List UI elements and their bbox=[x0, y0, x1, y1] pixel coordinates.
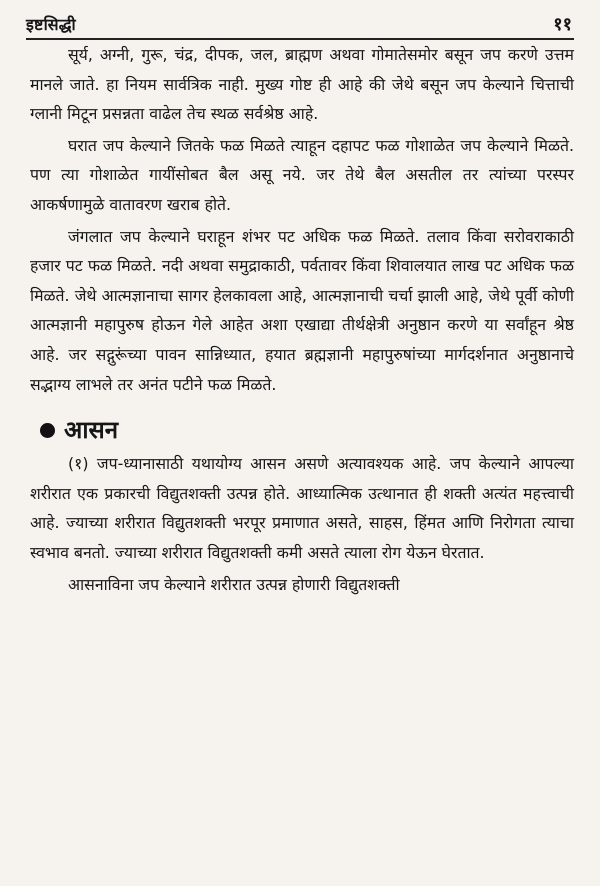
book-title: इष्टसिद्धी bbox=[26, 15, 76, 34]
section-heading bbox=[40, 413, 574, 447]
page-number: ११ bbox=[553, 14, 572, 35]
paragraph: सूर्य, अग्नी, गुरू, चंद्र, दीपक, जल, ब्राह्मण अथवा गोमातेसमोर बसून जप करणे उत्तम मानले जाते. हा नियम सार्वत्रिक नाही. मुख्य गोष्ट ही आहे की जेथे बसून जप केल्याने चित्ताची ग्लानी मिटून प्रसन्नता वाढेल तेच स्थळ सर्वश्रेष्ठ आहे. bbox=[30, 45, 574, 124]
paragraph: (१) जप-ध्यानासाठी यथायोग्य आसन असणे अत्यावश्यक आहे. जप केल्याने आपल्या शरीरात एक प्रकारची विद्युतशक्ती उत्पन्न होते. आध्यात्मिक उत्थानात ही शक्ती अत्यंत महत्त्वाची आहे. ज्याच्या शरीरात विद्युतशक्ती भरपूर प्रमाणात असते, साहस, हिंमत आणि निरोगता त्याचा स्वभाव बनतो. ज्याच्या शरीरात विद्युतशक्ती कमी असते त्याला रोग येऊन घेरतात. bbox=[30, 454, 574, 562]
body-text bbox=[30, 40, 574, 599]
paragraph: आसनाविना जप केल्याने शरीरात उत्पन्न होणारी विद्युतशक्ती bbox=[68, 574, 400, 594]
paragraph: जंगलात जप केल्याने घराहून शंभर पट अधिक फळ मिळते. तलाव किंवा सरोवराकाठी हजार पट फळ मिळते. नदी अथवा समुद्राकाठी, पर्वतावर किंवा शिवालयात लाख पट अधिक फळ मिळते. जेथे आत्मज्ञानाचा सागर हेलकावला आहे, आत्मज्ञानाची चर्चा झाली आहे, जेथे पूर्वी कोणी आत्मज्ञानी महापुरुष होऊन गेले आहेत अशा एखाद्या तीर्थक्षेत्री अनुष्ठान करणे या सर्वांहून श्रेष्ठ आहे. जर सद्गुरूंच्या पावन सान्निध्यात, हयात ब्रह्मज्ञानी महापुरुषांच्या मार्गदर्शनात अनुष्ठानाचे सद्भाग्य लाभले तर अनंत पटीने फळ मिळते. bbox=[30, 226, 574, 394]
running-header bbox=[26, 10, 574, 40]
paragraph: घरात जप केल्याने जितके फळ मिळते त्याहून दहापट फळ गोशाळेत जप केल्याने मिळते. पण त्या गोशाळेत गायींसोबत बैल असू नये. जर तेथे बैल असतील तर त्यांच्या परस्पर आकर्षणामुळे वातावरण खराब होते. bbox=[30, 135, 574, 214]
bullet-icon bbox=[40, 423, 55, 438]
section-title: आसन bbox=[64, 416, 119, 445]
